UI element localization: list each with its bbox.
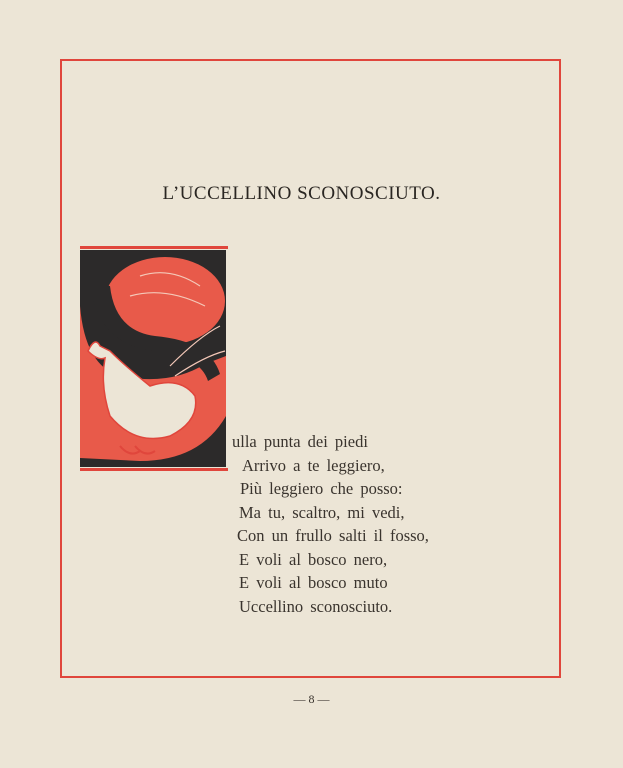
poem-title-text: L’UCCELLINO SCONOSCIUTO.: [162, 183, 441, 204]
poem-line: Uccellino sconosciuto.: [239, 597, 393, 616]
poem-line: Più leggiero che posso:: [240, 479, 403, 498]
poem-line: E voli al bosco nero,: [239, 550, 388, 569]
poem-line: E voli al bosco muto: [239, 573, 388, 592]
poem-line: ulla punta dei piedi: [232, 432, 368, 451]
page-number: — 8 —: [293, 692, 330, 706]
poem-title: [0, 183, 623, 205]
poem-line: Con un frullo salti il fosso,: [237, 526, 429, 545]
illuminated-initial-s-with-bird: [80, 246, 228, 471]
poem-line: Arrivo a te leggiero,: [242, 456, 385, 475]
poem-line: Ma tu, scaltro, mi vedi,: [239, 503, 405, 522]
